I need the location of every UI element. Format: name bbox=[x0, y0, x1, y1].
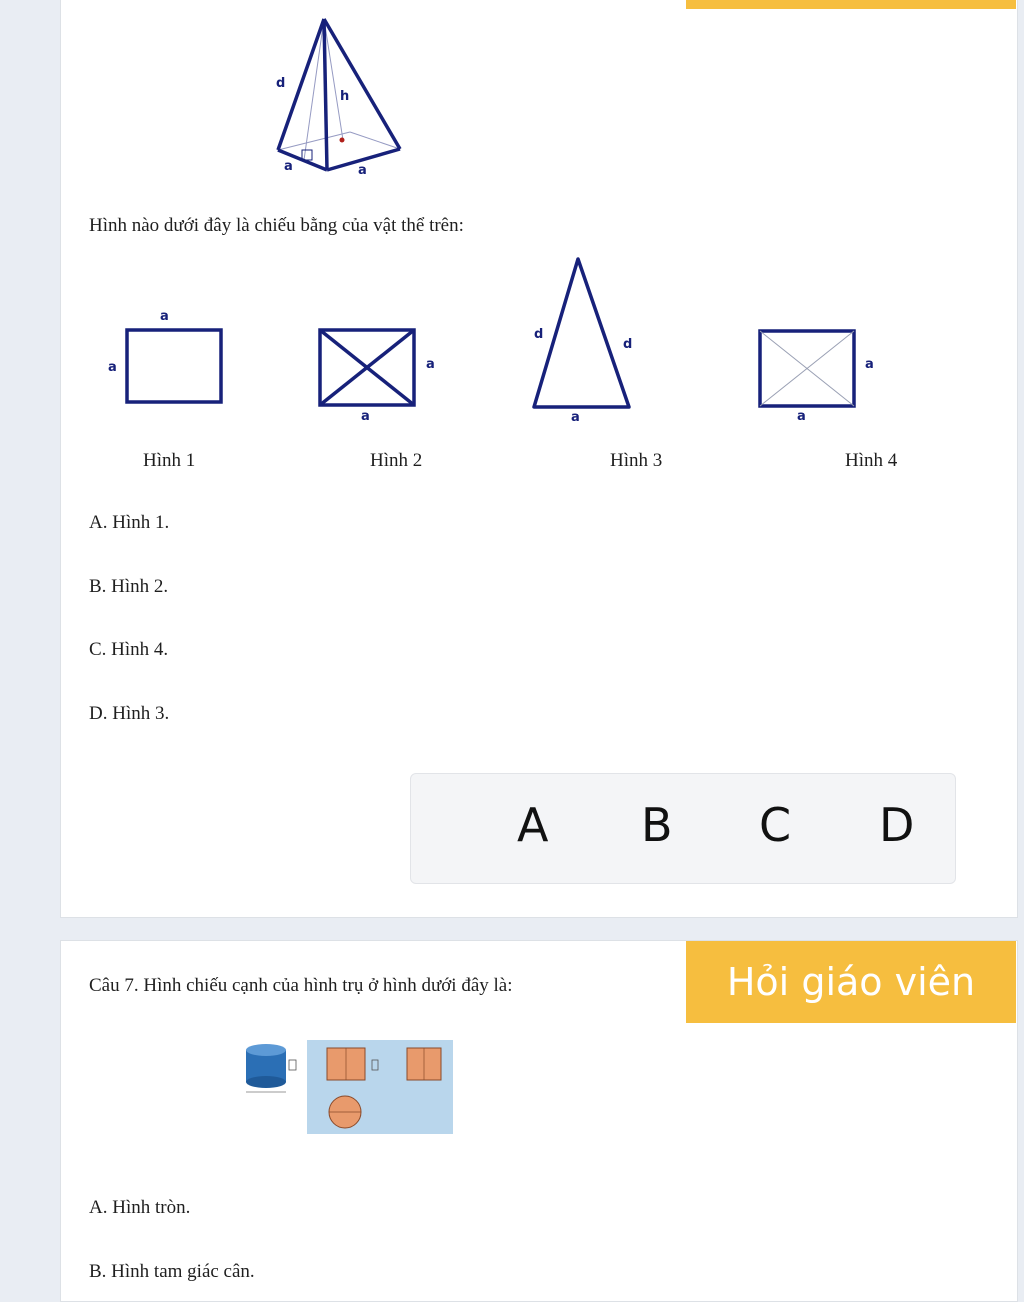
left-sidebar bbox=[0, 0, 46, 1280]
answer-button-a[interactable]: A bbox=[517, 798, 549, 852]
answer-button-d[interactable]: D bbox=[879, 798, 915, 852]
top-accent-bar bbox=[686, 0, 1016, 9]
option-d: D. Hình 3. bbox=[89, 703, 170, 724]
option-a: A. Hình tròn. bbox=[89, 1197, 191, 1218]
label-a: a bbox=[284, 159, 293, 174]
figure-3-triangle bbox=[525, 252, 645, 427]
pyramid-figure bbox=[250, 12, 420, 182]
label-a: a bbox=[426, 357, 435, 372]
label-a: a bbox=[865, 357, 874, 372]
question-prompt: Câu 7. Hình chiếu cạnh của hình trụ ở hình dưới đây là: bbox=[89, 975, 513, 996]
cylinder-projection-image bbox=[240, 1038, 455, 1136]
label-d: d bbox=[623, 337, 633, 352]
label-a: a bbox=[358, 163, 367, 178]
answer-button-b[interactable]: B bbox=[641, 798, 673, 852]
option-a: A. Hình 1. bbox=[89, 512, 170, 533]
label-a: a bbox=[797, 409, 806, 424]
label-a: a bbox=[108, 360, 117, 375]
question-prompt: Hình nào dưới đây là chiếu bằng của vật thể trên: bbox=[89, 215, 464, 236]
ask-teacher-button[interactable]: Hỏi giáo viên bbox=[686, 941, 1016, 1023]
figure-caption: Hình 3 bbox=[610, 450, 663, 471]
figure-caption: Hình 1 bbox=[143, 450, 196, 471]
figure-caption: Hình 4 bbox=[845, 450, 898, 471]
figure-caption: Hình 2 bbox=[370, 450, 423, 471]
answer-choice-panel bbox=[410, 773, 956, 884]
option-c: C. Hình 4. bbox=[89, 639, 169, 660]
label-d: d bbox=[276, 76, 286, 91]
label-a: a bbox=[571, 410, 580, 425]
figure-4-square-thin-diagonals bbox=[750, 320, 890, 430]
figure-2-square-diagonals bbox=[310, 320, 450, 430]
answer-button-c[interactable]: C bbox=[759, 798, 792, 852]
label-a: a bbox=[160, 309, 169, 324]
option-b: B. Hình tam giác cân. bbox=[89, 1261, 255, 1282]
label-a: a bbox=[361, 409, 370, 424]
figure-1-square bbox=[100, 305, 230, 410]
label-d: d bbox=[534, 327, 544, 342]
label-h: h bbox=[340, 89, 350, 104]
option-b: B. Hình 2. bbox=[89, 576, 169, 597]
